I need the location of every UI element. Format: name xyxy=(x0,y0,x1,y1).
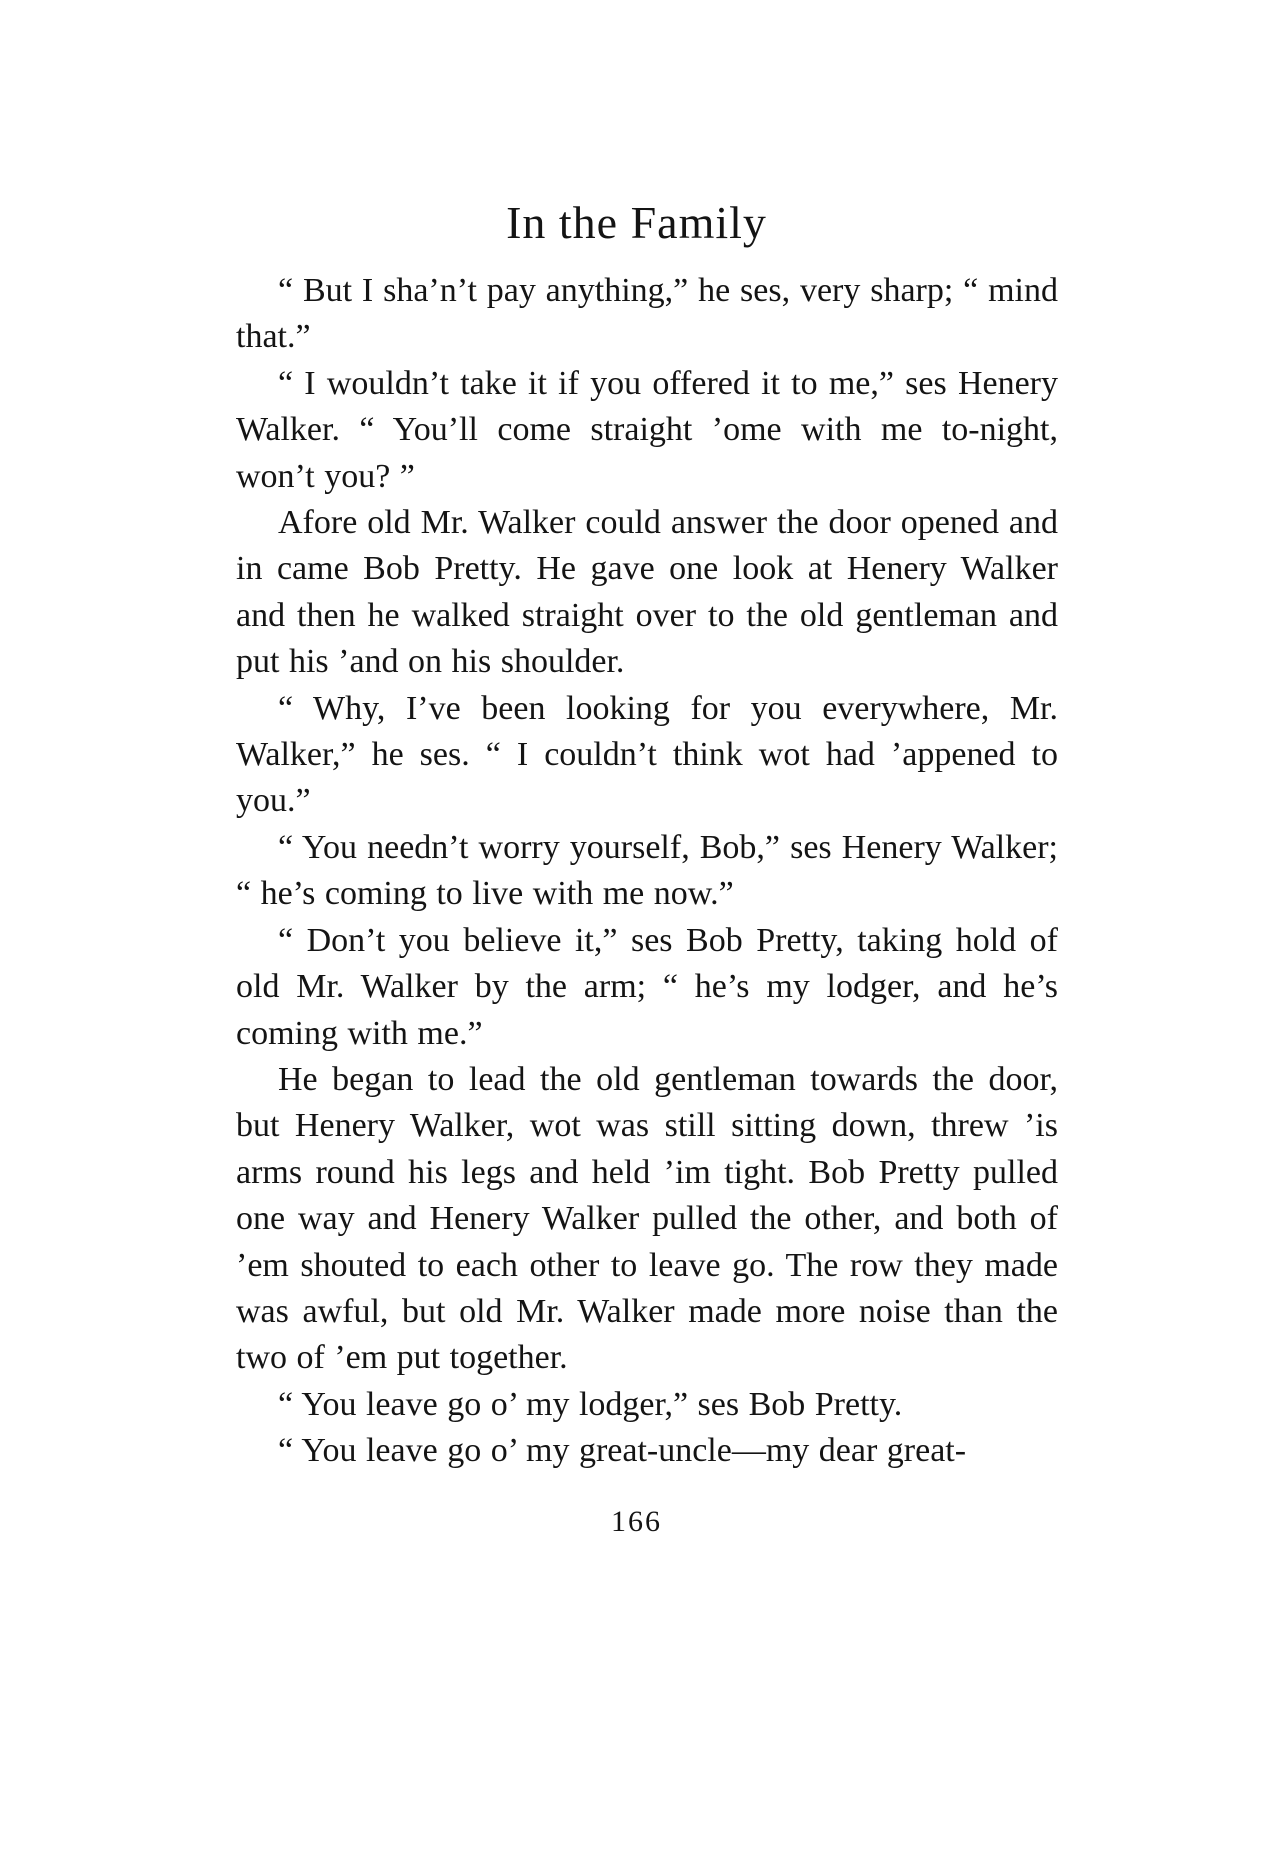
paragraph: “ Don’t you believe it,” ses Bob Pretty, taking hold of old Mr. Walker by the arm; “ he’s my lodger, and he’s coming with me.” xyxy=(236,921,1058,1052)
paragraph: “ But I sha’n’t pay anything,” he ses, very sharp; “ mind that.” xyxy=(236,272,1058,356)
paragraph: “ You leave go o’ my great-uncle—my dear great- xyxy=(278,1432,967,1470)
paragraph: He began to lead the old gentleman towards the door, but Henery Walker, wot was still sitting down, threw ’is arms round his legs and held ’im tight. Bob Pretty pulled one way and Henery Walker pulled the other, and both of ’em shouted to each other to leave go. The row they made was awful, but old Mr. Walker made more noise than the two of ’em put together. xyxy=(236,1060,1058,1377)
page-number: 166 xyxy=(611,1505,662,1538)
paragraph: “ I wouldn’t take it if you offered it to me,” ses Henery Walker. “ You’ll come straight ’ome with me to-night, won’t you? ” xyxy=(236,364,1058,495)
paragraph: “ You leave go o’ my lodger,” ses Bob Pretty. xyxy=(278,1385,903,1423)
body-text xyxy=(236,268,1058,1475)
running-head: In the Family xyxy=(506,197,767,248)
paragraph: Afore old Mr. Walker could answer the door opened and in came Bob Pretty. He gave one look at Henery Walker and then he walked straight over to the old gentleman and put his ’and on his shoulder. xyxy=(236,504,1058,681)
paragraph: “ Why, I’ve been looking for you everywhere, Mr. Walker,” he ses. “ I couldn’t think wot had ’appened to you.” xyxy=(236,689,1058,820)
paragraph: “ You needn’t worry yourself, Bob,” ses Henery Walker; “ he’s coming to live with me now.” xyxy=(236,828,1058,913)
